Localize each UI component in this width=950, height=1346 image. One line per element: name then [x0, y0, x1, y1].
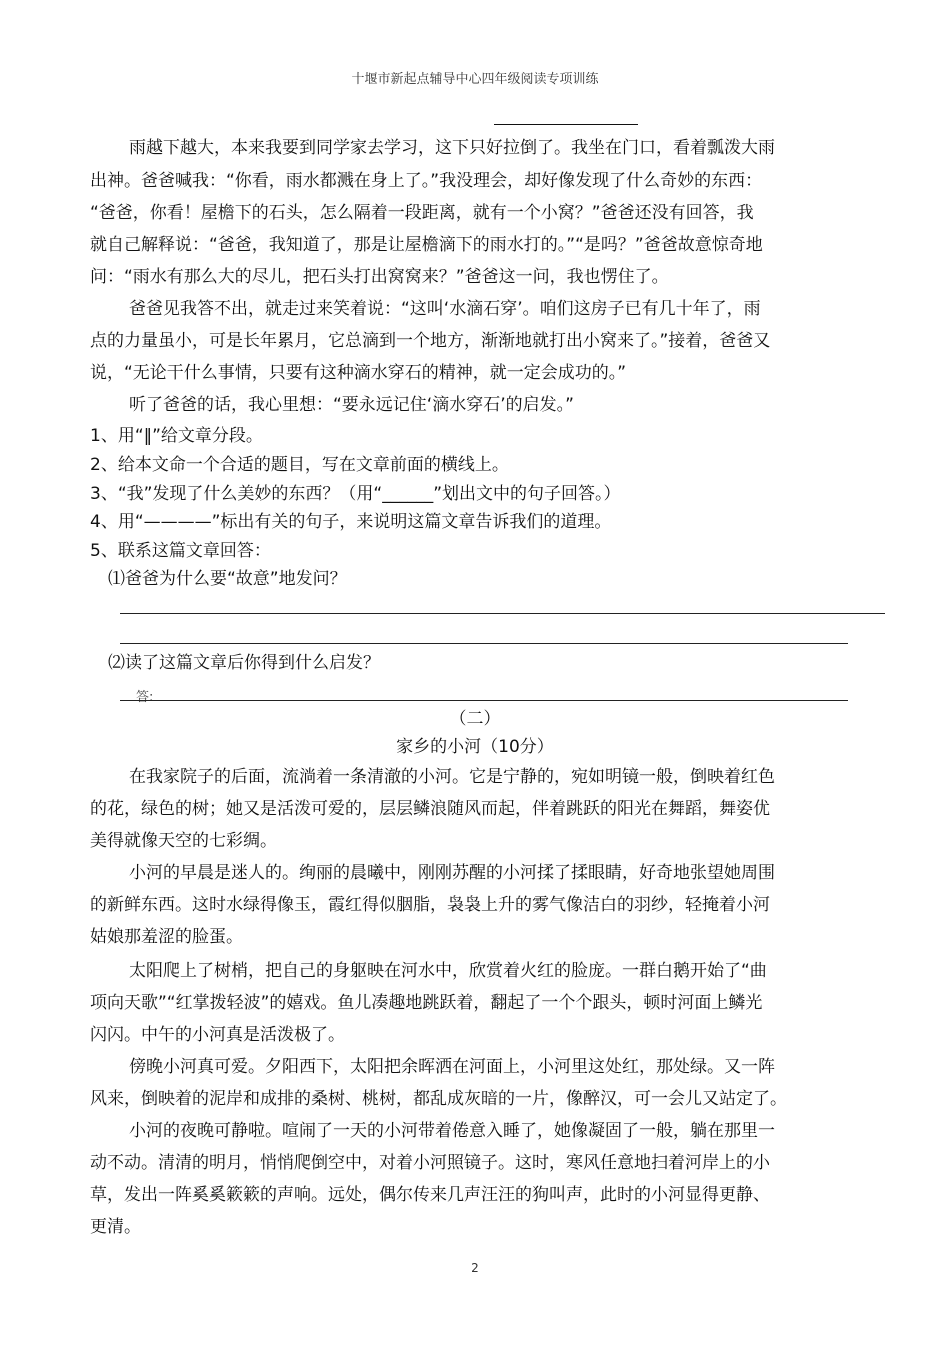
story2-line: 动不动。清清的明月，悄悄爬倒空中，对着小河照镜子。这时，寒风任意地扫着河岸上的小 — [90, 1153, 770, 1173]
section-title: 家乡的小河（10分） — [396, 737, 554, 757]
story2-line: 草，发出一阵奚奚簌簌的声响。远处，偶尔传来几声汪汪的狗叫声，此时的小河显得更静、 — [90, 1185, 770, 1205]
story1-line: 听了爸爸的话，我心里想：“要永远记住‘滴水穿石’的启发。” — [129, 395, 574, 415]
question-5: 5、联系这篇文章回答： — [90, 541, 271, 561]
question-5-sub-1: ⑴爸爸为什么要“故意”地发问？ — [108, 569, 347, 589]
story2-line: 的花，绿色的树；她又是活泼可爱的，层层鳞浪随风而起，伴着跳跃的阳光在舞蹈，舞姿优 — [90, 799, 770, 819]
question-3: 3、“我”发现了什么美妙的东西？（用“______”划出文中的句子回答。） — [90, 484, 621, 504]
story1-line: 雨越下越大，本来我要到同学家去学习，这下只好拉倒了。我坐在门口，看着瓢泼大雨 — [129, 138, 775, 158]
story2-line: 姑娘那羞涩的脸蛋。 — [90, 927, 243, 947]
answer-line[interactable] — [120, 700, 848, 701]
page-header: 十堰市新起点辅导中心四年级阅读专项训练 — [351, 72, 599, 87]
story2-line: 项向天歌”“红掌拨轻波”的嬉戏。鱼儿凑趣地跳跃着，翻起了一个个跟头，顿时河面上鳞光 — [90, 993, 763, 1013]
section-number: （二） — [449, 709, 501, 729]
title-blank-line — [494, 124, 638, 125]
answer-label: 答: — [136, 690, 154, 705]
question-4: 4、用“————”标出有关的句子，来说明这篇文章告诉我们的道理。 — [90, 512, 612, 532]
answer-line[interactable] — [120, 643, 848, 644]
story1-line: 出神。爸爸喊我：“你看，雨水都溅在身上了。”我没理会，却好像发现了什么奇妙的东西： — [90, 171, 763, 191]
story2-line: 小河的早晨是迷人的。绚丽的晨曦中，刚刚苏醒的小河揉了揉眼睛，好奇地张望她周围 — [129, 863, 775, 883]
story1-line: 说，“无论干什么事情，只要有这种滴水穿石的精神，就一定会成功的。” — [90, 363, 627, 383]
story1-line: 点的力量虽小，可是长年累月，它总滴到一个地方，渐渐地就打出小窝来了。”接着，爸爸又 — [90, 331, 771, 351]
answer-line[interactable] — [120, 613, 885, 614]
story1-line: 问：“雨水有那么大的尽儿，把石头打出窝窝来？”爸爸这一问，我也愣住了。 — [90, 267, 669, 287]
story2-line: 小河的夜晚可静啦。喧闹了一天的小河带着倦意入睡了，她像凝固了一般，躺在那里一 — [129, 1121, 775, 1141]
story2-line: 更清。 — [90, 1217, 141, 1237]
question-5-sub-2: ⑵读了这篇文章后你得到什么启发？ — [108, 653, 380, 673]
question-2: 2、给本文命一个合适的题目，写在文章前面的横线上。 — [90, 455, 509, 475]
story2-line: 闪闪。中午的小河真是活泼极了。 — [90, 1025, 345, 1045]
page-number: 2 — [471, 1261, 479, 1275]
story1-line: 爸爸见我答不出，就走过来笑着说：“这叫‘水滴石穿’。咱们这房子已有几十年了，雨 — [129, 299, 761, 319]
question-1: 1、用“‖”给文章分段。 — [90, 426, 263, 446]
story1-line: “爸爸，你看！屋檐下的石头，怎么隔着一段距离，就有一个小窝？”爸爸还没有回答，我 — [90, 203, 754, 223]
story2-line: 美得就像天空的七彩绸。 — [90, 831, 277, 851]
story2-line: 傍晚小河真可爱。夕阳西下，太阳把余晖洒在河面上，小河里这处红，那处绿。又一阵 — [129, 1057, 775, 1077]
story2-line: 在我家院子的后面，流淌着一条清澈的小河。它是宁静的，宛如明镜一般，倒映着红色 — [129, 767, 775, 787]
story2-line: 风来，倒映着的泥岸和成排的桑树、桃树，都乱成灰暗的一片，像醉汉，可一会儿又站定了。 — [90, 1089, 787, 1109]
story2-line: 太阳爬上了树梢，把自己的身躯映在河水中，欣赏着火红的脸庞。一群白鹅开始了“曲 — [129, 961, 767, 981]
story1-line: 就自己解释说：“爸爸，我知道了，那是让屋檐滴下的雨水打的。”“是吗？”爸爸故意惊奇地 — [90, 235, 763, 255]
story2-line: 的新鲜东西。这时水绿得像玉，霞红得似胭脂，袅袅上升的雾气像洁白的羽纱，轻掩着小河 — [90, 895, 770, 915]
